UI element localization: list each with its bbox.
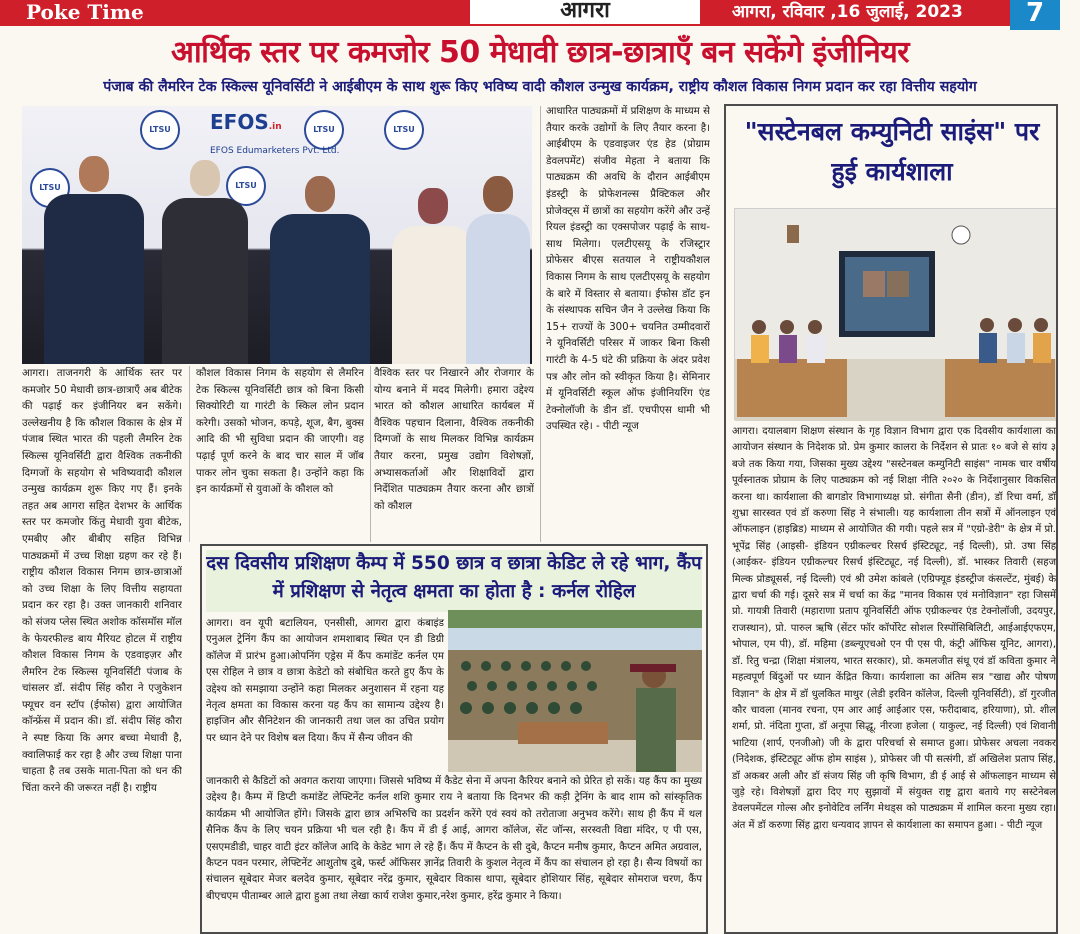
person-figure (466, 176, 530, 364)
column-divider (370, 366, 371, 542)
lead-column-4 (546, 104, 710, 542)
press-conference-photo (22, 106, 532, 364)
lead-column-1 (22, 366, 182, 934)
camp-body-bottom: जानकारी से कैडिटों को अवगत कराया जाएगा। जिससे भविष्य में कैडेट सेना में अपना कैरियर बनाने को प्रेरित हो सकें। यह कैंप का मुख्य उद्देश्य है। कैम्प में डिप्टी कमांडेंट लेफ्टिनेंट कर्नल शशि कुमार राय ने बताया कि दिनभर की कड़ी ट्रेनिंग के बाद शाम को सांस्कृतिक कार्यक्रम भी आयोजित होंगे। जिसके द्वारा छात्र अभिरुचि का प्रदर्शन करेंगे एवं स्वयं को तरोताजा अनुभव करेंगे। साथ ही कैंप में थल सैनिक कैंप के लिए चयन प्रक्रिया भी चल रही है। कैंप में डी ई आई, आगरा कॉलेज, सेंट जॉन्स, सरस्वती विद्या मंदिर, ए पी एस, एसएमडीडी, चाहर वाटी इंटर कॉलेज आदि के केडेट भाग ले रहे हैं। कैंप में कैप्टन के सी दुबे, कैप्टन मनीष कुमार, कैप्टन अमित अग्रवाल, कैप्टन पवन परमार, लेफ्टिनेंट आशुतोष दुबे, फर्स्ट ऑफिसर ज्ञानेंद्र तिवारी के कुशल नेतृत्व में कैंप का संचालन हो रहा है। सैन्य विषयों का संचालन सूबेदार मेजर बलदेव कुमार, सूबेदार नरेंद्र कुमार, सूबेदार विकास थापा, सूबेदार होशियार सिंह, सूबेदार सोमराज चरण, कैंप बीएचएम पीताम्बर आले द्वारा हुआ तथा लेखा कार्य राजेश कुमार,नरेश कुमार, हरेंद्र कुमार ने किया। (206, 776, 702, 902)
workshop-photo-scene (735, 209, 1057, 421)
lead-col1-text: आगरा। ताजनगरी के आर्थिक स्तर पर कमजोर 50 मेधावी छात्र-छात्राएँ अब बीटेक की पढ़ाई कर इंजीनियर बन सकेंगे। उल्लेखनीय है कि कौशल विकास के क्षेत्र में पंजाब स्थित भारत की पहली लैमरिन टेक स्किल्स यूनिवर्सिटी द्वारा वैश्विक तकनीकी दिग्गजों के सहयोग से भविष्यवादी कौशल उन्मुख कार्यक्रम शुरू किए गए हैं। इनके तहत अब आगरा सहित देशभर के आर्थिक स्तर पर कमजोर किंतु मेधावी युवा बीटेक, एमबीए और बीबीए सहित विभिन्न पाठ्यक्रमों में उच्च शिक्षा ग्रहण कर रहे हैं। राष्ट्रीय कौशल विकास निगम छात्र-छात्राओं को उच्च शिक्षा के लिए वित्तीय सहायता प्रदान कर रहा है। उक्त जानकारी शनिवार को संजय प्लेस स्थित अशोक कॉसमॉस मॉल के फेयरफील्ड बाय मैरियट होटल में राष्ट्रीय कौशल विकास निगम के एडवाइज़र और लैमरिन टेक स्किल्स यूनिवर्सिटी पंजाब के चांसलर डॉ. संदीप सिंह कौरा ने एजुकेशन फ्यूचर वन स्टॉप (ईफोस) द्वारा आयोजित कॉन्फ्रेंस में प्रदान की। डॉ. संदीप सिंह कौरा ने स्पष्ट किया कि अगर बच्चा मेधावी है, क्वालिफाई कर रहा है और उच्च शिक्षा पाना चाहता है तब उसके माता-पिता को धन की चिंता करने की जरूरत नहीं है। राष्ट्रीय (22, 368, 182, 794)
masthead-dateline: आगरा, रविवार ,16 जुलाई, 2023 (700, 0, 1010, 26)
lead-col2-text: कौशल विकास निगम के सहयोग से लैमरिन टेक स्किल्स यूनिवर्सिटी छात्र को बिना किसी सिक्योरिटी या गारंटी के स्किल लोन प्रदान करेगी। उसको भोजन, कपड़े, शूज, बैग, बुक्स आदि की भी सुविधा प्रदान की जाएगी। वह पढ़ाई पूर्ण करने के बाद चार साल में जॉब पाकर लोन चुका सकता है। उन्होंने कहा कि इन कार्यक्रमों से युवाओं के कौशल को (196, 368, 364, 496)
ltsu-logo: LTSU (30, 168, 70, 208)
camp-photo (448, 610, 702, 772)
lead-column-3 (374, 366, 534, 542)
workshop-photo (734, 208, 1056, 420)
lead-col3-text: वैश्विक स्तर पर निखारने और रोजगार के योग्य बनाने में मदद मिलेगी। हमारा उद्देश्य भारत को कौशल आधारित कार्यबल में वैश्विक पहचान दिलाना, वैश्विक तकनीकी दिग्गजों के साथ मिलकर विभिन्न कार्यक्रम तैयार करना, प्रमुख उद्योग विशेषज्ञों, अभ्यासकर्ताओं और शिक्षाविदों द्वारा निर्देशित पाठ्यक्रम तैयार करना और छात्रों को कौशल (374, 368, 534, 512)
column-divider (540, 106, 541, 542)
masthead-city: आगरा (470, 0, 700, 26)
masthead-paper-name: Poke Time (0, 0, 470, 26)
person-figure (392, 188, 474, 364)
person-figure (44, 156, 144, 364)
lead-headline: आर्थिक स्तर पर कमजोर 50 मेधावी छात्र-छात्राएँ बन सकेंगे इंजीनियर (171, 35, 909, 70)
ltsu-logo: LTSU (304, 110, 344, 150)
efos-banner (210, 110, 339, 158)
camp-story-box (200, 544, 708, 934)
lead-col4-text: आधारित पाठ्यक्रमों में प्रशिक्षण के माध्यम से तैयार करके उद्योगों के लिए तैयार करना है। आईबीएम के एडवाइजर एंड हेड (प्रोग्राम डेवलपमेंट) संजीव मेहता ने बताया कि पाठ्यक्रम की अवधि के दौरान आईबीएम इंडस्ट्री के प्रोफेशनल्स प्रैक्टिकल और प्रोजेक्ट्स में छात्रों का सहयोग करेंगे और उन्हें रियल इंडस्ट्री का एक्सपोजर पढ़ाई के साथ-साथ मिलेगा। एलटीएसयू के रजिस्ट्रार प्रोफेसर बीएस सतयाल ने राष्ट्रीयकौशल विकास निगम के साथ एलटीएसयू के सहयोग के बारे में विस्तार से बताया। ईफोस डॉट इन के संस्थापक सचिन जैन ने उल्लेख किया कि 15+ राज्यों के 300+ चयनित उम्मीदवारों ने यूनिवर्सिटी परिसर में जाकर बिना किसी गारंटी के 4-5 घंटे की प्रक्रिया के अंदर प्रवेश पत्र और लोन को स्वीकृत किया है। सेमिनार में यूनिवर्सिटी स्कूल ऑफ इंजीनियरिंग एंड टेक्नोलॉजी के डीन डॉ. एचपीएस धामी भी उपस्थित रहे। - पीटी न्यूज (546, 106, 710, 433)
workshop-headline: "सस्टेनबल कम्युनिटी साइंस" पर हुई कार्यशाला (744, 117, 1040, 186)
person-figure (270, 176, 370, 364)
camp-headline: दस दिवसीय प्रशिक्षण कैम्प में 550 छात्र व छात्रा केडिट ले रहे भाग, कैंप में प्रशिक्षण से नेतृत्व क्षमता का होता है : कर्नल रोहिल (206, 550, 702, 612)
page-number-badge: 7 (1010, 0, 1060, 30)
workshop-body: आगरा। दयालबाग शिक्षण संस्थान के गृह विज्ञान विभाग द्वारा एक दिवसीय कार्यशाला का आयोजन संस्थान के निदेशक प्रो. प्रेम कुमार कालरा के निर्देशन से प्रातः १० बजे से सांय ३ बजे तक किया गया, जिसका मुख्य उद्देश्य "सस्टेनबल कम्युनिटी साइंस" नामक चार वर्षीय पूर्वस्नातक प्रोग्राम के लिए पाठ्यक्रम को नई शिक्षा नीति २०२० के निर्देशानुसार विकसित करना था। कार्यशाला की बागडोर विभागाध्यक्ष प्रो. संगीता सैनी (डीन), डॉ रिचा वर्मा, डॉ शुभ्रा सारस्वत एवं डॉ करुणा सिंह ने संभाली। यह कार्यशाला तीन सत्रों में ऑनलाइन एवं ऑफलाइन (हाइब्रिड) माध्यम से आयोजित की गयी। पहले सत्र में "एग्रो-डेरी" के क्षेत्र में प्रो. भूपेंद्र सिंह (आइसी- इंडियन एग्रीकल्चर रिसर्च इंस्टिट्यूट, नई दिल्ली), प्रो. उषा सिंह (आईकर- इंडियन एग्रीकल्चर रिसर्च इंस्टिट्यूट, नई दिल्ली), डॉ. भास्कर तिवारी (सहज मिल्क प्रोड्यूसर्स, नई दिल्ली) एवं श्री उमेश कांबले (एग्रिफ्यूड इंडस्ट्रीज कंसल्टेंट, मुंबई) के द्वारा चर्चा की गई। दूसरे सत्र में चर्चा का केंद्र "मानव विकास एवं मनोविज्ञान" रहा जिसमें प्रो. गायत्री तिवारी (महाराणा प्रताप यूनिवर्सिटी ऑफ एग्रीकल्चर एंड टेक्नोलॉजी, उदयपुर, राजस्थान), प्रो. पारुल ऋषि (सेंटर फॉर कॉर्पोरेट सोशल रिस्पोंसिबिलिटी, आईआईएफएम, भोपाल, एम पी), डॉ. महिमा (डब्ल्यूएचओ एन पी एस पी, कंट्री ऑफिस यूनिट, आगरा), डॉ. रितु चन्द्रा (शिक्षा मंत्रालय, भारत सरकार), प्रो. कमलजीत संधू एवं डॉ कविता कुमार ने महत्वपूर्ण बिंदुओं पर ध्यान केंद्रित किया। कार्यशाला का अंतिम सत्र "खाद्य और पोषण विज्ञान" के क्षेत्र में डॉ धुलकित माथुर (लेडी इरविन कॉलेज, दिल्ली यूनिवर्सिटी), डॉ गुरजीत कौर चावला (मानव रचना, एम आर आई आईआर एस, फरीदाबाद, हरियाणा), प्रो. शील शर्मा, प्रो. नंदिता गुप्ता, डॉ अनूपा सिद्धू, नीरजा हजेला ( याकुल्ट, नई दिल्ली) एवं शिवानी भाटिया (शार्प, एनजीओ) जी के द्वारा परिचर्चा से समाप्त हुआ। प्रोफेसर अचला नवकर (निदेशक, इंस्टिट्यूट ऑफ होम साइंस ), प्रोफेसर जी पी सत्संगी, डॉ अखिलेश प्रताप सिंह, डॉ अकबर अली और डॉ संजय सिंह जी कृषि विभाग, डी ई आई से ऑफलाइन माध्यम से जुड़े रहे। विशेषज्ञों द्वारा दिए गए सुझावों में संयुक्त राष्ट्र द्वारा बताये गए सस्टेनेबल डेवलपमेंटल गोल्स और इनोवेटिव लर्निंग मेथड्स को पाठ्यक्रम में शामिल करना मुख्य रहा। अंत में डॉ करुणा सिंह द्वारा धन्यवाद ज्ञापन से कार्यशाला का समापन हुआ। - पीटी न्यूज (732, 426, 1056, 831)
camp-body-top: आगरा। वन यूपी बटालियन, एनसीसी, आगरा द्वारा कंबाइंड एनुअल ट्रेनिंग कैंप का आयोजन शमशाबाद स्थित एन डी डिग्री कॉलेज में प्रारंभ हुआ।ओपनिंग एड्रेस में कैंप कमांडेंट कर्नल एम एस रोहिल ने छात्र व छात्रा केडेटो को संबोधित करते हुए कैंप के उद्देश्य को समझाया उन्होंने कहा मिलकर अनुशासन में रहना यह नेतृत्व क्षमता का विकास करना यह कैंप का सामान्य उद्देश्य है। हाइजिन और सैनिटेशन की जानकारी तथा जल का उचित प्रयोग पर ध्यान देने पर विशेष बल दिया। कैंप में सैन्य जीवन की (206, 618, 444, 744)
lead-subheadline: पंजाब की लैमरिन टेक स्किल्स यूनिवर्सिटी ने आईबीएम के साथ शुरू किए भविष्य वादी कौशल उन्मुख कार्यक्रम, राष्ट्रीय कौशल विकास निगम प्रदान कर रहा वित्तीय सहयोग (103, 79, 977, 95)
person-figure (162, 160, 248, 364)
ltsu-logo: LTSU (140, 110, 180, 150)
camp-photo-scene (448, 610, 702, 772)
ltsu-logo: LTSU (384, 110, 424, 150)
ltsu-logo: LTSU (226, 166, 266, 206)
workshop-story-box (724, 104, 1058, 934)
efos-caption: EFOS Edumarketers Pvt. Ltd. (210, 146, 340, 156)
column-divider (189, 366, 190, 542)
efos-suffix: .in (268, 122, 282, 132)
efos-name: EFOS (210, 110, 269, 134)
lead-column-2 (196, 366, 364, 542)
